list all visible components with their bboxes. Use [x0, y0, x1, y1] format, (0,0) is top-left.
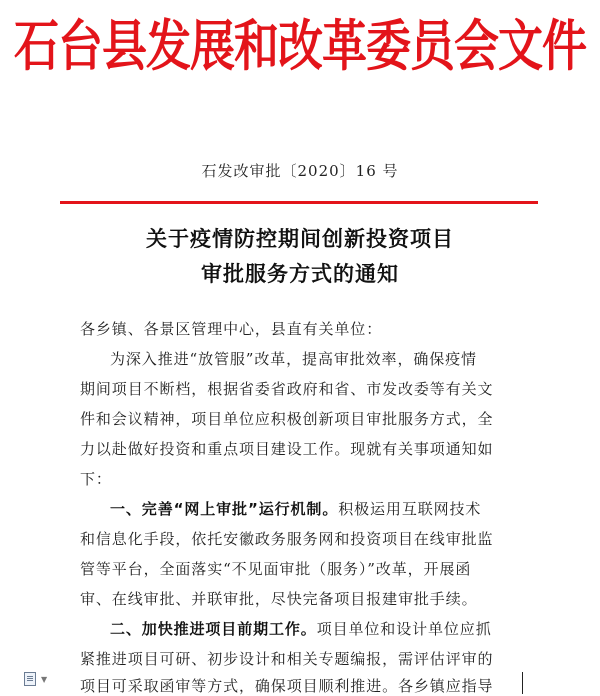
intro-line: 力以赴做好投资和重点项目建设工作。现就有关事项通知如 — [80, 440, 494, 458]
document-number: 石发改审批〔2020〕16 号 — [201, 162, 399, 180]
notice-title-line-2: 审批服务方式的通知 — [201, 262, 399, 286]
salutation: 各乡镇、各景区管理中心，县直有关单位： — [80, 320, 383, 338]
section-1-text: 积极运用互联网技术 — [338, 500, 482, 518]
document-icon — [24, 672, 36, 686]
section-1-first-line — [110, 498, 481, 519]
text-cursor — [522, 672, 523, 694]
section-2-text: 项目单位和设计单位应抓 — [316, 620, 492, 638]
intro-line: 期间项目不断档，根据省委省政府和省、市发改委等有关文 — [80, 380, 494, 398]
section-2-line: 项目可采取函审等方式，确保项目顺利推进。各乡镇应指导 — [80, 677, 494, 695]
section-2-first-line — [110, 618, 492, 639]
section-1-heading: 一、完善“网上审批”运行机制。 — [110, 500, 339, 518]
masthead-title: 石台县发展和改革委员会文件 — [13, 13, 586, 79]
intro-line: 为深入推进“放管服”改革，提高审批效率，确保疫情 — [110, 350, 477, 368]
section-1-line: 审、在线审批、并联审批，尽快完备项目报建审批手续。 — [80, 590, 478, 608]
section-1-line: 管等平台，全面落实“不见面审批（服务）”改革，开展函 — [80, 560, 472, 578]
chevron-down-icon: ▼ — [41, 674, 48, 684]
intro-line: 件和会议精神，项目单位应积极创新项目审批服务方式，全 — [80, 410, 494, 428]
section-1-line: 和信息化手段，依托安徽政务服务网和投资项目在线审批监 — [80, 530, 494, 548]
section-2-heading: 二、加快推进项目前期工作。 — [110, 620, 317, 638]
red-separator-rule — [60, 201, 538, 204]
document-options-control[interactable] — [24, 670, 54, 688]
section-2-line: 紧推进项目可研、初步设计和相关专题编报，需评估评审的 — [80, 650, 494, 668]
notice-title-line-1: 关于疫情防控期间创新投资项目 — [146, 227, 454, 251]
intro-line: 下： — [80, 470, 112, 488]
